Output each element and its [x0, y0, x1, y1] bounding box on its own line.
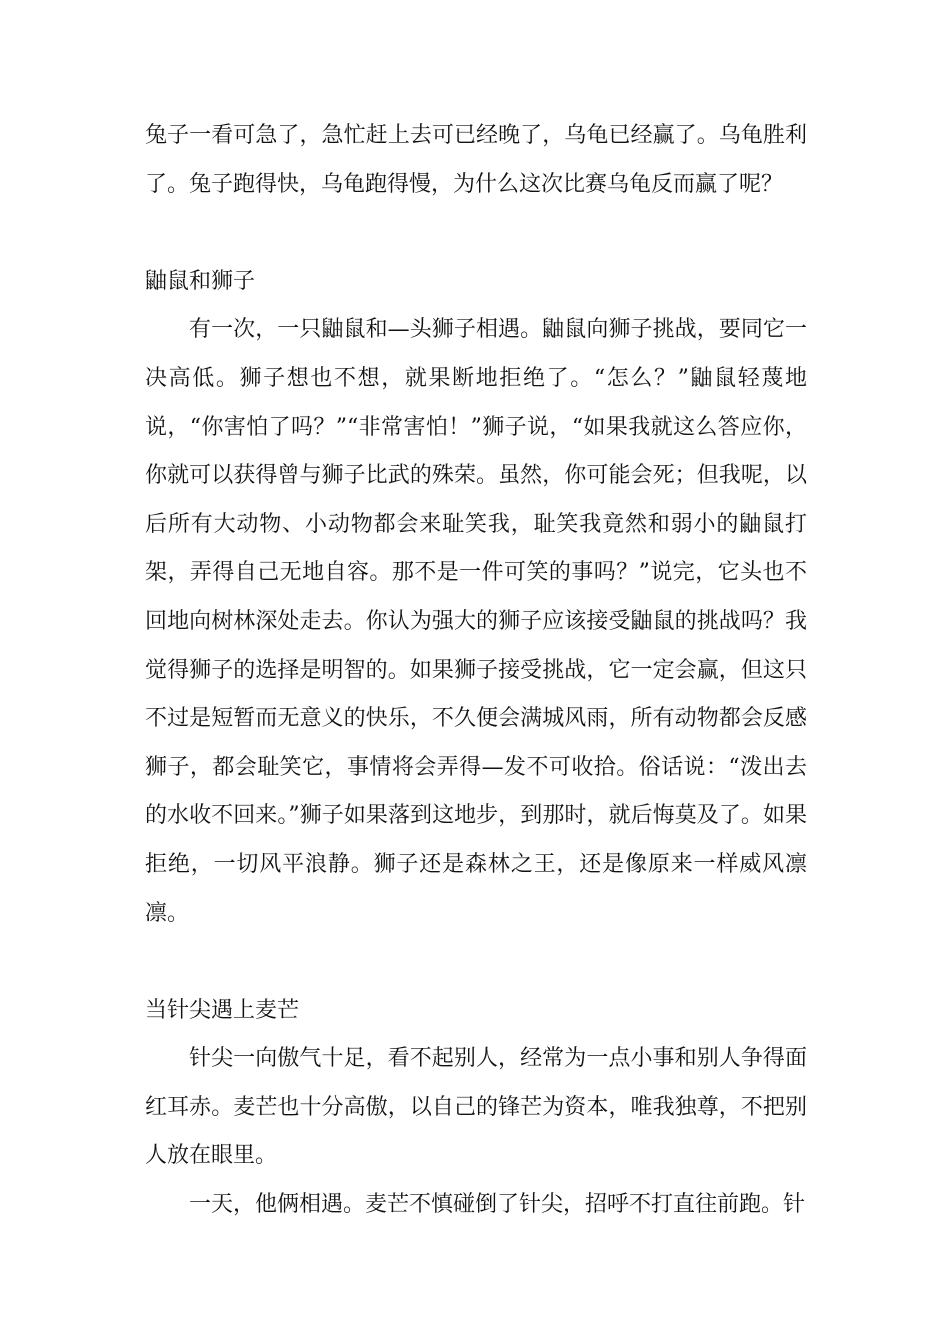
section-title-weasel-and-lion: 鼬鼠和狮子	[145, 268, 256, 294]
intro-paragraph: 兔子一看可急了，急忙赶上去可已经晚了，乌龟已经赢了。乌龟胜利了。兔子跑得快，乌龟跑得慢，为什么这次比赛乌龟反而赢了呢？	[145, 123, 807, 197]
document-page	[145, 112, 807, 1230]
section-paragraph-weasel-and-lion: 有一次，一只鼬鼠和—头狮子相遇。鼬鼠向狮子挑战，要同它一决高低。狮子想也不想，就果断地拒绝了。“怎么？”鼬鼠轻蔑地说，“你害怕了吗？”“非常害怕！”狮子说，“如果我就这么答应你，你就可以获得曾与狮子比武的殊荣。虽然，你可能会死；但我呢，以后所有大动物、小动物都会来耻笑我，耻笑我竟然和弱小的鼬鼠打架，弄得自己无地自容。那不是一件可笑的事吗？”说完，它头也不回地向树林深处走去。你认为强大的狮子应该接受鼬鼠的挑战吗？我觉得狮子的选择是明智的。如果狮子接受挑战，它一定会赢，但这只不过是短暂而无意义的快乐，不久便会满城风雨，所有动物都会反感狮子，都会耻笑它，事情将会弄得—发不可收拾。俗话说：“泼出去的水收不回来。”狮子如果落到这地步，到那时，就后悔莫及了。如果拒绝，一切风平浪静。狮子还是森林之王，还是像原来一样威风凛凛。	[145, 317, 807, 926]
section-title-needle-meets-awn: 当针尖遇上麦芒	[145, 997, 300, 1023]
section-paragraph-needle-meets-awn-2: 一天，他俩相遇。麦芒不慎碰倒了针尖，招呼不打直往前跑。针	[189, 1192, 806, 1218]
section-paragraph-needle-meets-awn-1: 针尖一向傲气十足，看不起别人，经常为一点小事和别人争得面红耳赤。麦芒也十分高傲，以自己的锋芒为资本，唯我独尊，不把别人放在眼里。	[145, 1046, 807, 1169]
